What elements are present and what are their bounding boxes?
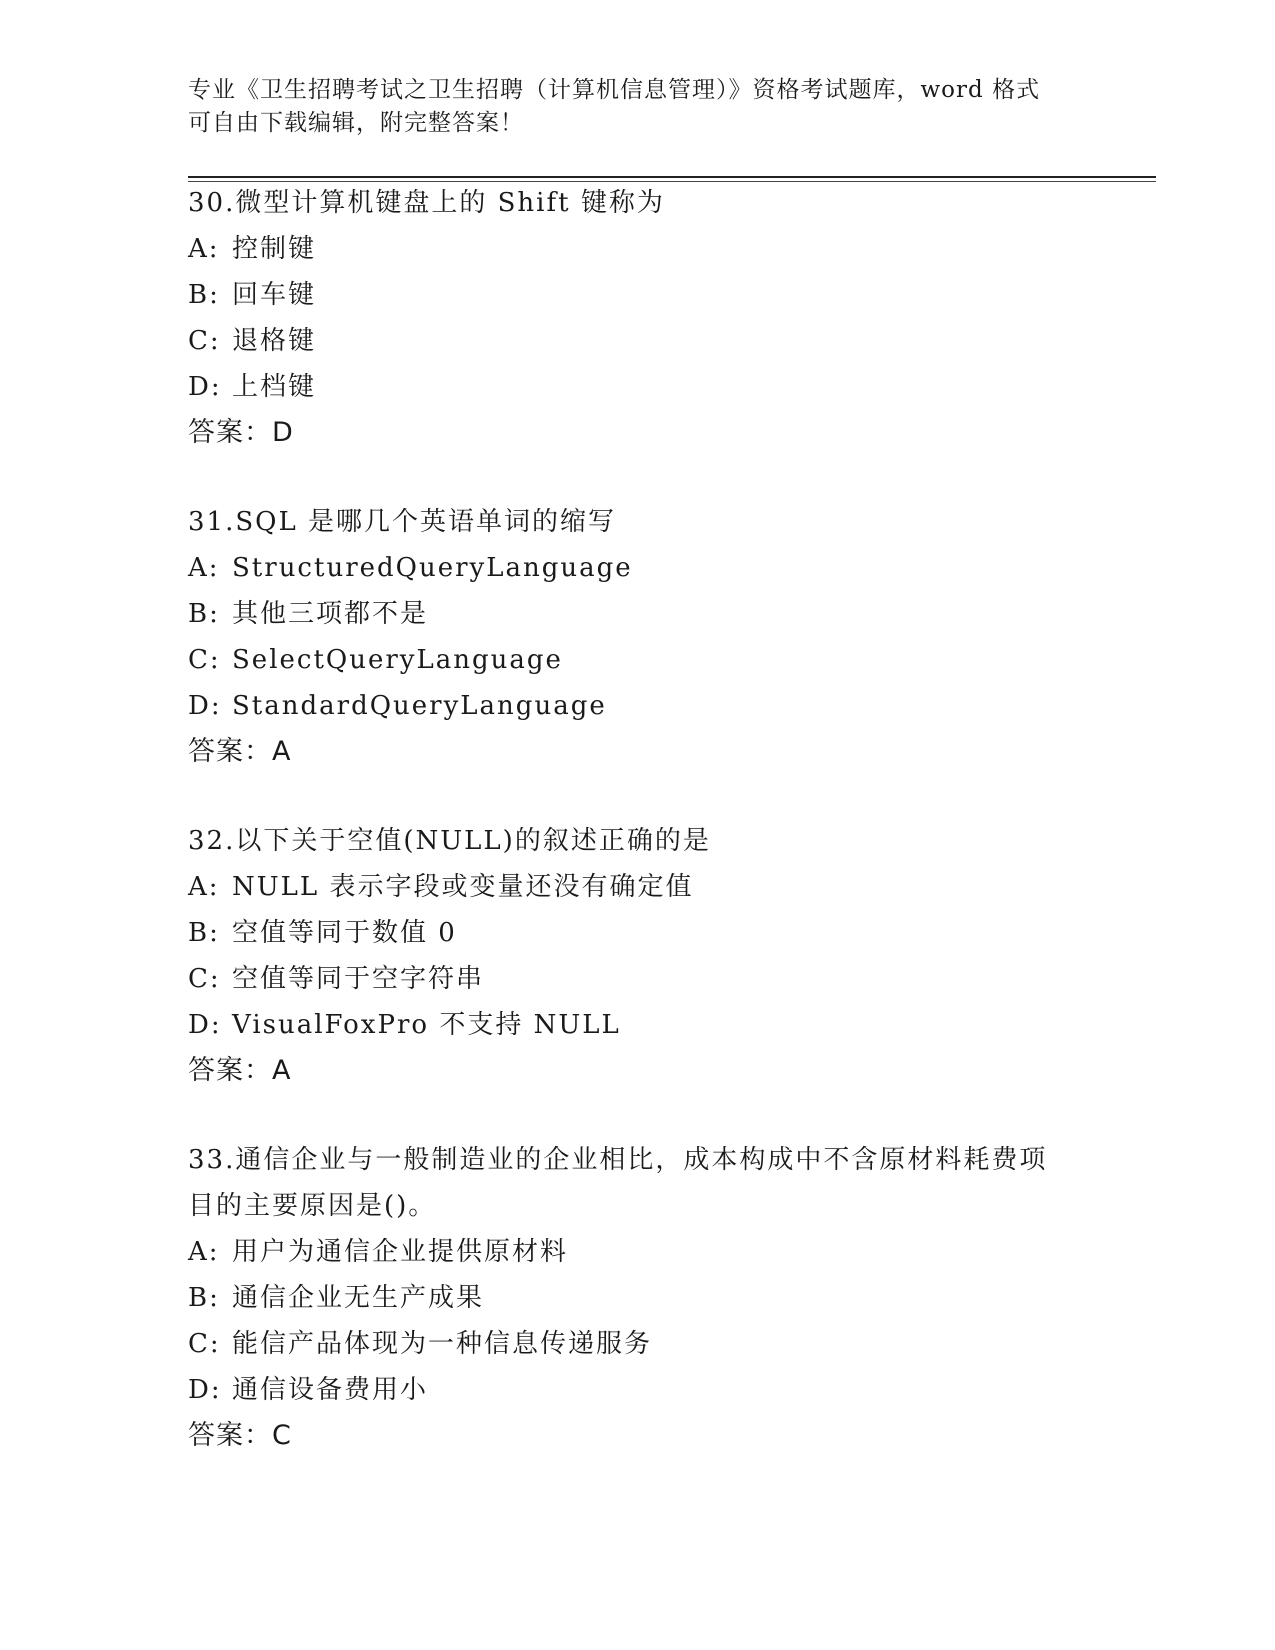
option-key: C: [188, 1329, 221, 1359]
option-text: StructuredQueryLanguage [232, 553, 633, 583]
question-stem-line-1: 33.通信企业与一般制造业的企业相比，成本构成中不含原材料耗费项 [188, 1145, 1048, 1175]
header-line-1: 专业《卫生招聘考试之卫生招聘（计算机信息管理）》资格考试题库，word 格式 [188, 77, 1041, 103]
option-c [188, 637, 1088, 683]
option-b [188, 1275, 1088, 1321]
option-key: C: [188, 645, 221, 675]
option-text: 通信设备费用小 [232, 1375, 429, 1405]
option-d [188, 1002, 1088, 1048]
option-key: D: [188, 1010, 222, 1040]
option-text: 控制键 [232, 234, 317, 264]
option-c [188, 956, 1088, 1002]
question-30 [188, 180, 1088, 456]
question-33 [188, 1137, 1088, 1459]
question-stem-line-2: 目的主要原因是()。 [188, 1191, 437, 1221]
option-c [188, 1321, 1088, 1367]
option-key: D: [188, 691, 222, 721]
option-c [188, 318, 1088, 364]
option-text: 其他三项都不是 [232, 599, 429, 629]
header-divider-thick [188, 176, 1156, 178]
option-key: A: [188, 872, 220, 902]
option-text: 回车键 [232, 280, 317, 310]
option-b [188, 272, 1088, 318]
option-a [188, 226, 1088, 272]
question-31 [188, 499, 1088, 775]
option-key: A: [188, 553, 220, 583]
option-text: VisualFoxPro 不支持 NULL [232, 1010, 621, 1040]
option-a [188, 545, 1088, 591]
option-d [188, 364, 1088, 410]
option-key: B: [188, 599, 220, 629]
document-header [188, 74, 1088, 140]
question-stem: 30.微型计算机键盘上的 Shift 键称为 [188, 188, 665, 218]
option-text: 退格键 [232, 326, 317, 356]
option-key: C: [188, 964, 221, 994]
question-stem: 31.SQL 是哪几个英语单词的缩写 [188, 507, 617, 537]
option-key: D: [188, 1375, 222, 1405]
question-stem: 32.以下关于空值(NULL)的叙述正确的是 [188, 826, 711, 856]
option-a [188, 1229, 1088, 1275]
option-text: 能信产品体现为一种信息传递服务 [232, 1329, 653, 1359]
answer-label: 答案：A [188, 1055, 292, 1086]
answer-label: 答案：A [188, 736, 292, 767]
option-b [188, 591, 1088, 637]
option-b [188, 910, 1088, 956]
option-text: SelectQueryLanguage [232, 645, 563, 675]
option-key: D: [188, 372, 222, 402]
option-text: 空值等同于数值 0 [232, 918, 457, 948]
option-key: A: [188, 1237, 220, 1267]
option-text: 上档键 [232, 372, 317, 402]
option-text: 用户为通信企业提供原材料 [232, 1237, 569, 1267]
option-key: B: [188, 918, 220, 948]
option-text: StandardQueryLanguage [232, 691, 607, 721]
answer-label: 答案：D [188, 417, 294, 448]
option-key: B: [188, 1283, 220, 1313]
answer-label: 答案：C [188, 1420, 292, 1451]
option-d [188, 1367, 1088, 1413]
option-key: C: [188, 326, 221, 356]
option-text: NULL 表示字段或变量还没有确定值 [232, 872, 694, 902]
option-text: 空值等同于空字符串 [232, 964, 485, 994]
option-key: B: [188, 280, 220, 310]
option-a [188, 864, 1088, 910]
header-line-2: 可自由下载编辑，附完整答案！ [188, 110, 524, 136]
option-text: 通信企业无生产成果 [232, 1283, 485, 1313]
option-key: A: [188, 234, 220, 264]
option-d [188, 683, 1088, 729]
question-32 [188, 818, 1088, 1094]
